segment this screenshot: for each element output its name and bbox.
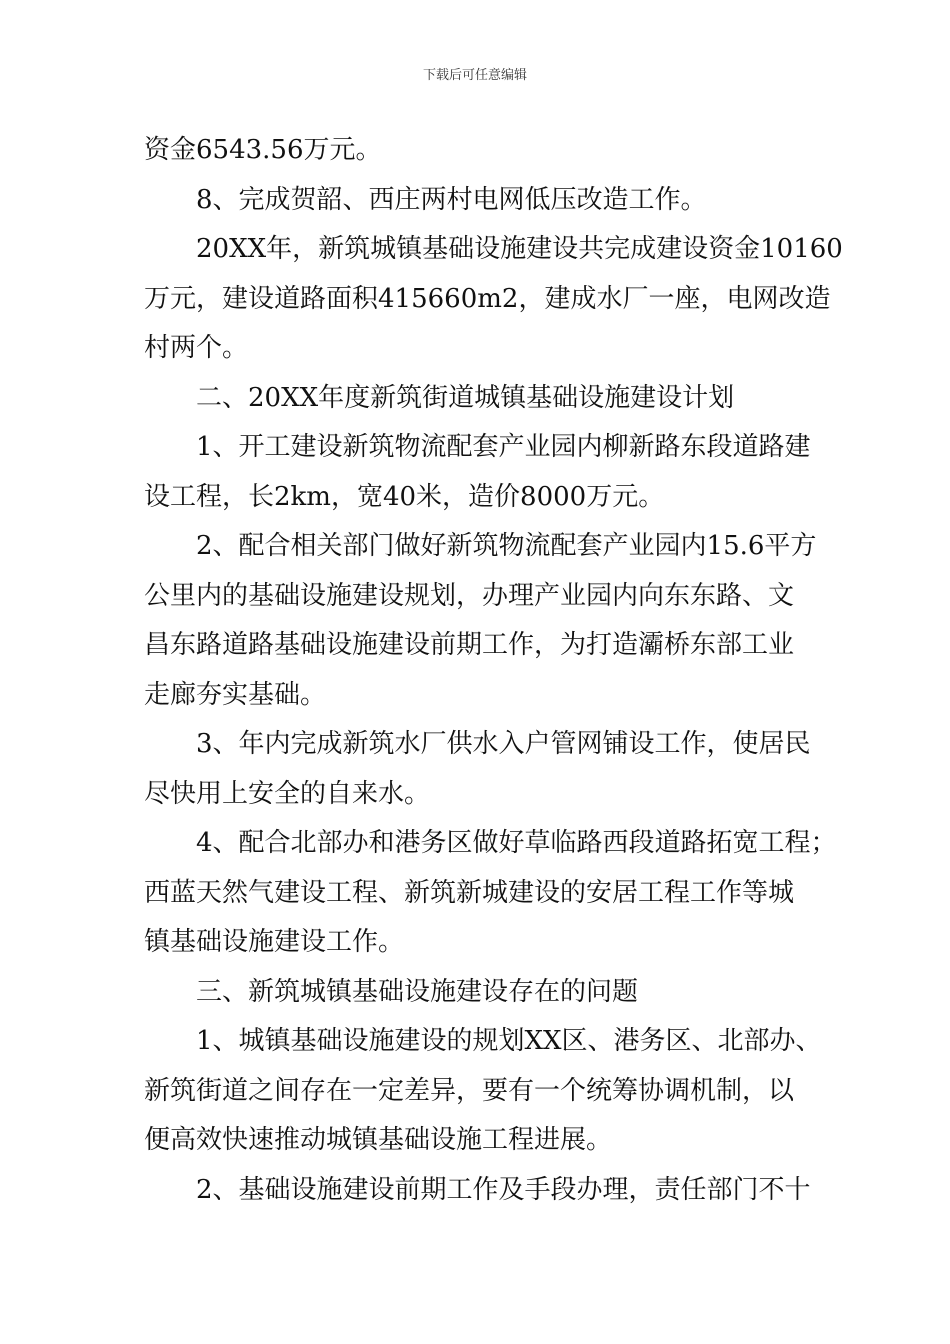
text-line: 昌东路道路基础设施建设前期工作，为打造灞桥东部工业 [144, 630, 795, 660]
text-line: 2、基础设施建设前期工作及手段办理，责任部门不十 [144, 1174, 811, 1205]
text-line: 8、完成贺韶、西庄两村电网低压改造工作。 [144, 184, 707, 215]
page-header: 下载后可任意编辑 [422, 68, 527, 83]
section-heading: 三、新筑城镇基础设施建设存在的问题 [144, 976, 639, 1007]
text-line: 设工程，长2km，宽40米，造价8000万元。 [144, 481, 665, 512]
text-line: 村两个。 [144, 333, 249, 363]
document-body [144, 126, 843, 1215]
text-line: 20XX年，新筑城镇基础设施建设共完成建设资金10160 [144, 234, 843, 264]
text-line: 走廊夯实基础。 [144, 679, 327, 710]
text-line: 3、年内完成新筑水厂供水入户管网铺设工作，使居民 [144, 729, 811, 759]
text-line: 镇基础设施建设工作。 [144, 927, 405, 957]
text-line: 尽快用上安全的自来水。 [144, 778, 431, 809]
text-line: 4、配合北部办和港务区做好草临路西段道路拓宽工程； [144, 828, 837, 858]
text-line: 资金6543.56万元。 [144, 135, 382, 165]
text-line: 西蓝天然气建设工程、新筑新城建设的安居工程工作等城 [144, 877, 795, 908]
text-line: 公里内的基础设施建设规划，办理产业园内向东东路、文 [144, 580, 795, 611]
text-line: 万元，建设道路面积415660m2，建成水厂一座，电网改造 [144, 283, 831, 314]
section-heading: 二、20XX年度新筑街道城镇基础设施建设计划 [144, 382, 735, 413]
text-line: 便高效快速推动城镇基础设施工程进展。 [144, 1125, 613, 1155]
text-line: 新筑街道之间存在一定差异，要有一个统筹协调机制，以 [144, 1075, 795, 1106]
text-line: 2、配合相关部门做好新筑物流配套产业园内15.6平方 [144, 531, 817, 561]
text-line: 1、城镇基础设施建设的规划XX区、港务区、北部办、 [144, 1026, 822, 1056]
text-line: 1、开工建设新筑物流配套产业园内柳新路东段道路建 [144, 432, 811, 462]
